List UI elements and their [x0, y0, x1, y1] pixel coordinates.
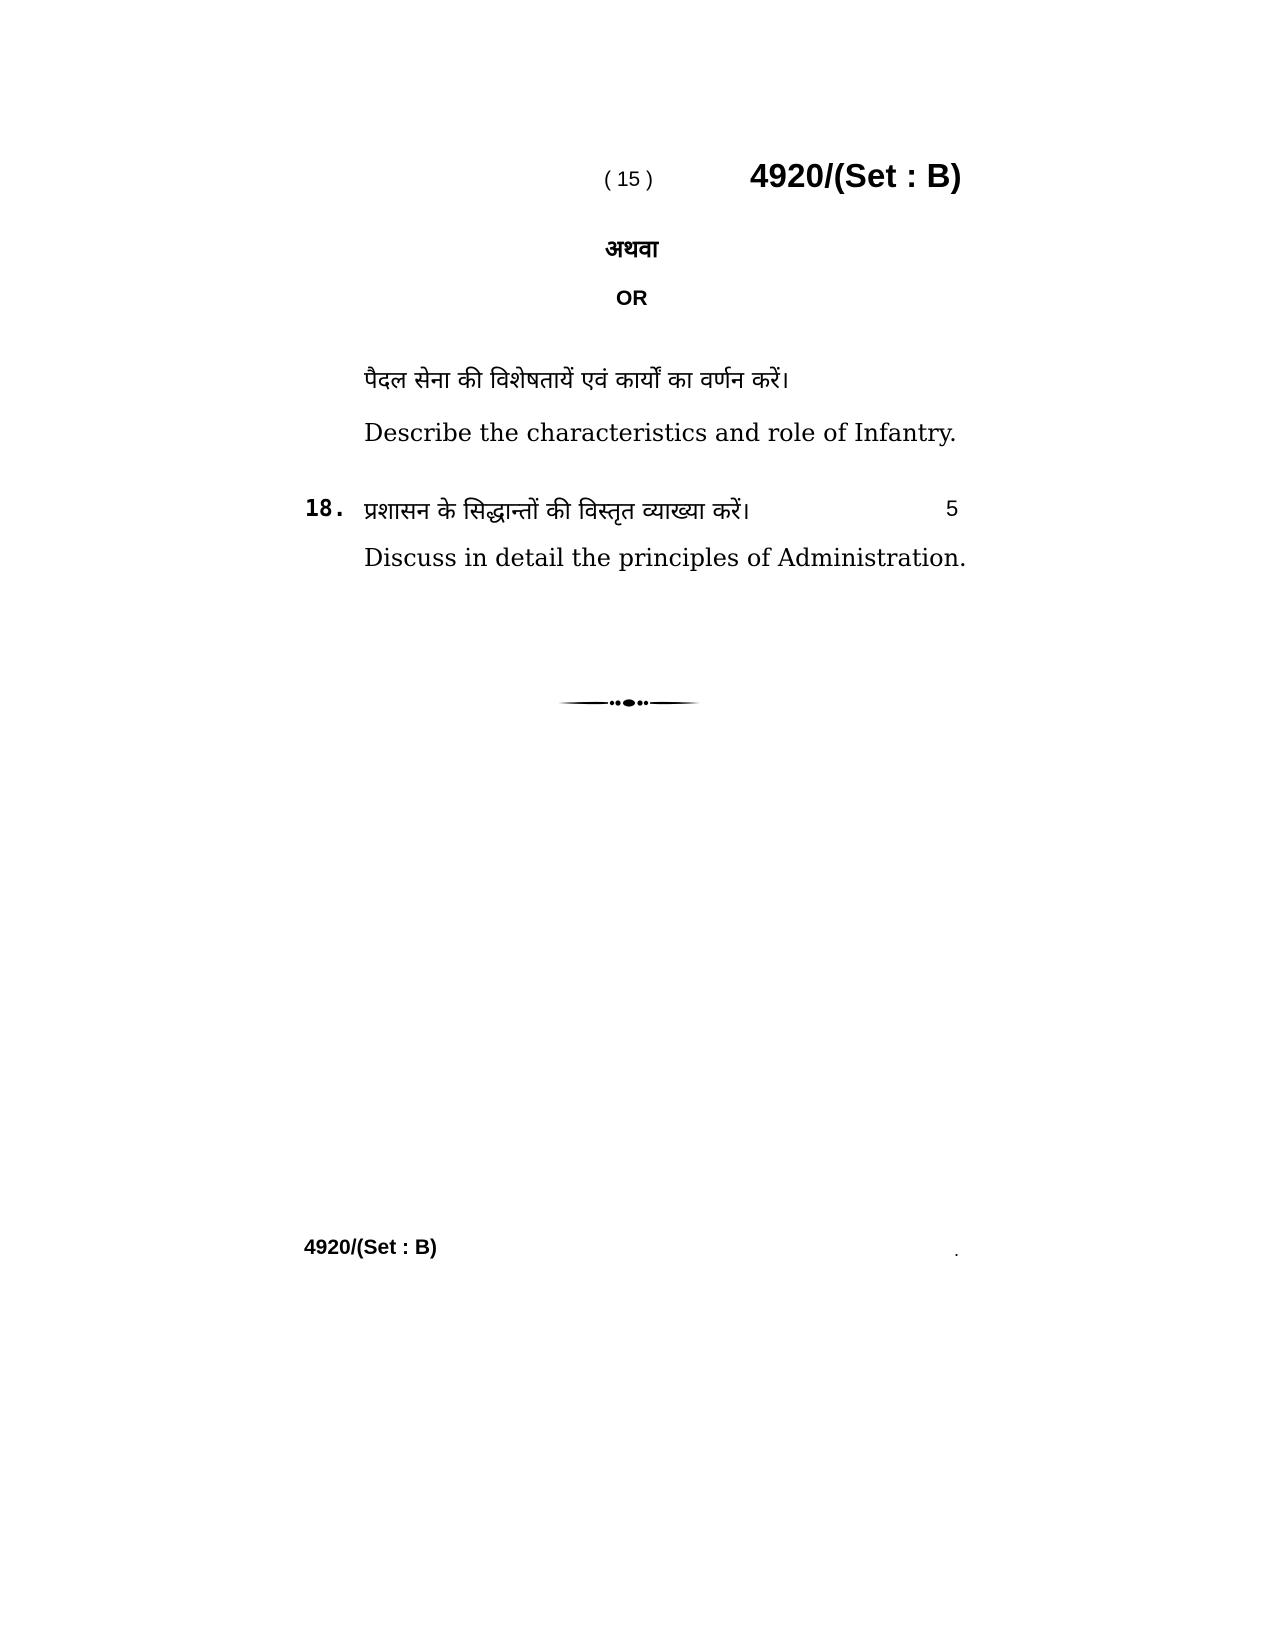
end-ornament-icon: [556, 693, 702, 713]
or-separator-hindi: अथवा: [605, 235, 659, 263]
question-17-alt-hindi: पैदल सेना की विशेषतायें एवं कार्यों का वर्णन करें।: [364, 366, 790, 394]
page-number: ( 15 ): [604, 168, 654, 191]
paper-code-footer: 4920/(Set : B): [304, 1236, 438, 1259]
question-18-english: Discuss in detail the principles of Administration.: [364, 544, 967, 572]
question-18-marks: 5: [946, 496, 959, 521]
paper-code-header: 4920/(Set : B): [750, 157, 962, 194]
or-separator-english: OR: [616, 287, 648, 310]
question-18-hindi: प्रशासन के सिद्धान्तों की विस्तृत व्याख्या करें।: [364, 497, 750, 525]
question-17-alt-english: Describe the characteristics and role of Infantry.: [364, 419, 957, 447]
footer-mark: .: [954, 1240, 960, 1260]
question-18-number: 18.: [305, 496, 347, 522]
